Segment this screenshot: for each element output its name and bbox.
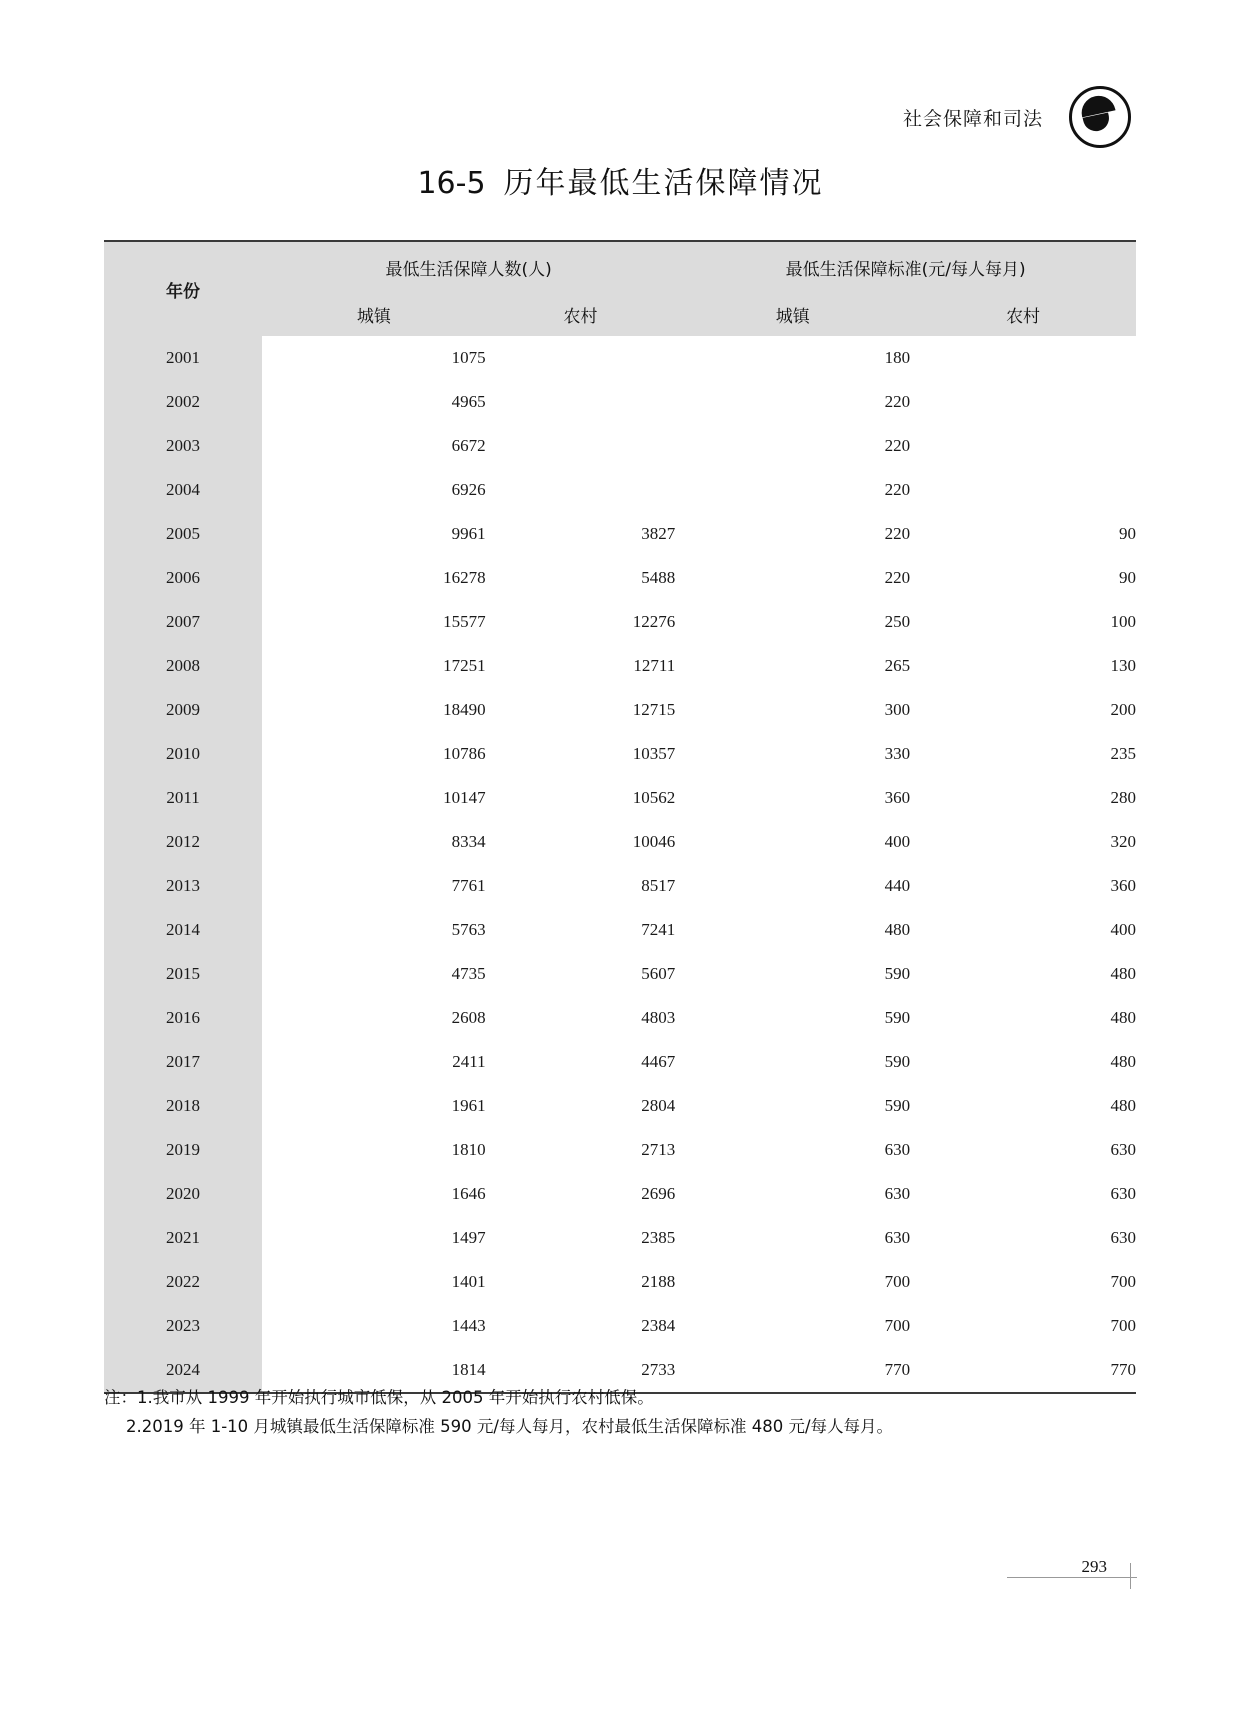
column-header-rural-people: 农村 (486, 292, 676, 336)
cell-rural-people (486, 336, 676, 380)
column-group-header-people: 最低生活保障人数(人) (262, 241, 675, 292)
cell-urban-standard: 590 (884, 1008, 911, 1027)
cell-urban-people: 17251 (443, 656, 486, 675)
page-footer (1082, 1555, 1138, 1575)
cell-rural-standard: 700 (1110, 1316, 1136, 1335)
cell-rural-standard: 235 (1110, 744, 1136, 763)
cell-year: 2015 (104, 952, 262, 996)
cell-rural-people: 4467 (641, 1052, 676, 1071)
cell-rural-people: 5607 (641, 964, 676, 983)
cell-rural-people: 2713 (641, 1140, 676, 1159)
cell-rural-standard: 90 (1119, 568, 1136, 587)
cell-urban-standard: 265 (884, 656, 911, 675)
cell-rural-people (486, 468, 676, 512)
cell-urban-people: 10147 (443, 788, 486, 807)
table-row (104, 1084, 1136, 1128)
cell-rural-people: 2733 (641, 1360, 676, 1379)
cell-year: 2018 (104, 1084, 262, 1128)
page-header (903, 86, 1131, 148)
table-row (104, 644, 1136, 688)
cell-urban-standard: 220 (884, 436, 911, 455)
table-title-text: 历年最低生活保障情况 (503, 166, 824, 201)
table-row (104, 380, 1136, 424)
table-row (104, 512, 1136, 556)
cell-rural-standard: 130 (1110, 656, 1136, 675)
cell-rural-standard: 630 (1110, 1228, 1136, 1247)
table-row (104, 468, 1136, 512)
table-row (104, 424, 1136, 468)
cell-rural-people: 2384 (641, 1316, 676, 1335)
cell-urban-standard: 440 (884, 876, 911, 895)
cell-rural-standard: 480 (1110, 964, 1136, 983)
page-number: 293 (1081, 1557, 1107, 1576)
cell-year: 2020 (104, 1172, 262, 1216)
cell-urban-people: 4965 (451, 392, 486, 411)
cell-rural-people: 7241 (641, 920, 676, 939)
cell-rural-people: 2385 (641, 1228, 676, 1247)
table-row (104, 864, 1136, 908)
cell-rural-people: 10357 (632, 744, 676, 763)
cell-rural-standard (910, 468, 1136, 512)
cell-urban-people: 7761 (451, 876, 486, 895)
table-row (104, 732, 1136, 776)
cell-rural-people: 2696 (641, 1184, 676, 1203)
cell-rural-standard: 700 (1110, 1272, 1136, 1291)
cell-rural-people (486, 380, 676, 424)
organization-logo-icon (1069, 86, 1131, 148)
note-line-2: 2.2019 年 1-10 月城镇最低生活保障标准 590 元/每人每月，农村最低生活保障标准 480 元/每人每月。 (126, 1416, 894, 1436)
cell-rural-standard: 630 (1110, 1184, 1136, 1203)
cell-urban-people: 5763 (451, 920, 486, 939)
cell-urban-people: 2608 (451, 1008, 486, 1027)
cell-urban-standard: 400 (884, 832, 911, 851)
cell-year: 2019 (104, 1128, 262, 1172)
column-group-header-standard: 最低生活保障标准(元/每人每月) (675, 241, 1136, 292)
cell-rural-people: 12711 (633, 656, 676, 675)
cell-urban-standard: 330 (884, 744, 911, 763)
cell-rural-people: 12715 (632, 700, 676, 719)
cell-urban-standard: 630 (884, 1140, 911, 1159)
cell-urban-people: 9961 (451, 524, 486, 543)
cell-rural-standard (910, 336, 1136, 380)
page-title (0, 158, 1241, 202)
cell-urban-standard: 630 (884, 1228, 911, 1247)
cell-year: 2021 (104, 1216, 262, 1260)
cell-rural-standard: 320 (1110, 832, 1136, 851)
cell-rural-people: 3827 (641, 524, 676, 543)
cell-rural-people: 2188 (641, 1272, 676, 1291)
cell-year: 2016 (104, 996, 262, 1040)
table-row (104, 776, 1136, 820)
cell-urban-standard: 480 (884, 920, 911, 939)
cell-rural-standard: 90 (1119, 524, 1136, 543)
cell-rural-people: 10046 (632, 832, 676, 851)
statistics-table (104, 240, 1136, 1392)
cell-urban-people: 8334 (451, 832, 486, 851)
table-row (104, 600, 1136, 644)
table-body (104, 336, 1136, 1392)
cell-urban-standard: 250 (884, 612, 911, 631)
table-row (104, 556, 1136, 600)
cell-urban-people: 1075 (451, 348, 486, 367)
cell-urban-people: 6672 (451, 436, 486, 455)
cell-rural-people: 5488 (641, 568, 676, 587)
cell-year: 2023 (104, 1304, 262, 1348)
cell-rural-standard: 480 (1110, 1096, 1136, 1115)
table-number: 16-5 (417, 166, 486, 201)
cell-urban-standard: 700 (884, 1316, 911, 1335)
cell-year: 2007 (104, 600, 262, 644)
cell-urban-standard: 220 (884, 392, 911, 411)
footer-tick (1130, 1563, 1131, 1589)
cell-rural-standard: 480 (1110, 1052, 1136, 1071)
cell-rural-standard: 280 (1110, 788, 1136, 807)
table-header (104, 241, 1136, 336)
table-row (104, 1260, 1136, 1304)
cell-urban-people: 16278 (443, 568, 486, 587)
cell-year: 2003 (104, 424, 262, 468)
cell-rural-standard: 630 (1110, 1140, 1136, 1159)
cell-year: 2024 (104, 1348, 262, 1392)
table-row (104, 1040, 1136, 1084)
table-row (104, 1172, 1136, 1216)
cell-urban-standard: 630 (884, 1184, 911, 1203)
table-row (104, 820, 1136, 864)
cell-year: 2014 (104, 908, 262, 952)
cell-rural-people: 4803 (641, 1008, 676, 1027)
cell-rural-standard: 400 (1110, 920, 1136, 939)
cell-urban-standard: 220 (884, 568, 911, 587)
table-row (104, 996, 1136, 1040)
cell-urban-people: 1810 (451, 1140, 486, 1159)
table-row (104, 688, 1136, 732)
column-header-rural-standard: 农村 (910, 292, 1136, 336)
cell-rural-people: 10562 (632, 788, 676, 807)
cell-rural-standard (910, 380, 1136, 424)
section-title: 社会保障和司法 (902, 107, 1043, 130)
note-line-1: 注：1.我市从 1999 年开始执行城市低保，从 2005 年开始执行农村低保。 (104, 1388, 654, 1407)
cell-rural-standard (910, 424, 1136, 468)
cell-urban-standard: 700 (884, 1272, 911, 1291)
table-row (104, 908, 1136, 952)
column-header-year: 年份 (104, 241, 262, 336)
cell-urban-standard: 220 (884, 480, 911, 499)
cell-urban-people: 1814 (451, 1360, 486, 1379)
cell-rural-people: 8517 (641, 876, 676, 895)
cell-year: 2009 (104, 688, 262, 732)
cell-urban-people: 1443 (451, 1316, 486, 1335)
cell-urban-people: 1401 (451, 1272, 486, 1291)
cell-year: 2012 (104, 820, 262, 864)
cell-rural-people: 2804 (641, 1096, 676, 1115)
cell-urban-standard: 770 (884, 1360, 911, 1379)
cell-year: 2010 (104, 732, 262, 776)
cell-urban-people: 4735 (451, 964, 486, 983)
table-row (104, 952, 1136, 996)
cell-rural-people (486, 424, 676, 468)
cell-year: 2017 (104, 1040, 262, 1084)
cell-urban-standard: 180 (884, 348, 911, 367)
cell-year: 2011 (104, 776, 262, 820)
cell-urban-standard: 220 (884, 524, 911, 543)
cell-rural-standard: 770 (1110, 1360, 1136, 1379)
cell-year: 2022 (104, 1260, 262, 1304)
cell-urban-people: 1497 (451, 1228, 486, 1247)
cell-rural-standard: 100 (1110, 612, 1136, 631)
cell-urban-standard: 590 (884, 1052, 911, 1071)
cell-year: 2001 (104, 336, 262, 380)
statistics-table-wrapper (104, 240, 1136, 1394)
cell-urban-people: 18490 (443, 700, 486, 719)
cell-urban-standard: 300 (884, 700, 911, 719)
cell-urban-people: 15577 (443, 612, 486, 631)
cell-year: 2008 (104, 644, 262, 688)
table-row (104, 336, 1136, 380)
table-row (104, 1304, 1136, 1348)
cell-rural-standard: 200 (1110, 700, 1136, 719)
cell-year: 2002 (104, 380, 262, 424)
column-header-urban-standard: 城镇 (675, 292, 910, 336)
cell-urban-people: 10786 (443, 744, 486, 763)
cell-urban-people: 6926 (451, 480, 486, 499)
cell-year: 2013 (104, 864, 262, 908)
cell-rural-standard: 480 (1110, 1008, 1136, 1027)
cell-rural-standard: 360 (1110, 876, 1136, 895)
footer-rule (1007, 1577, 1137, 1578)
cell-urban-standard: 590 (884, 1096, 911, 1115)
column-header-urban-people: 城镇 (262, 292, 486, 336)
cell-urban-people: 2411 (452, 1052, 486, 1071)
cell-urban-people: 1961 (451, 1096, 486, 1115)
cell-year: 2005 (104, 512, 262, 556)
cell-urban-standard: 590 (884, 964, 911, 983)
table-notes (104, 1384, 1136, 1442)
cell-year: 2006 (104, 556, 262, 600)
cell-urban-standard: 360 (884, 788, 911, 807)
cell-urban-people: 1646 (451, 1184, 486, 1203)
table-row (104, 1128, 1136, 1172)
cell-year: 2004 (104, 468, 262, 512)
cell-rural-people: 12276 (632, 612, 676, 631)
table-row (104, 1216, 1136, 1260)
